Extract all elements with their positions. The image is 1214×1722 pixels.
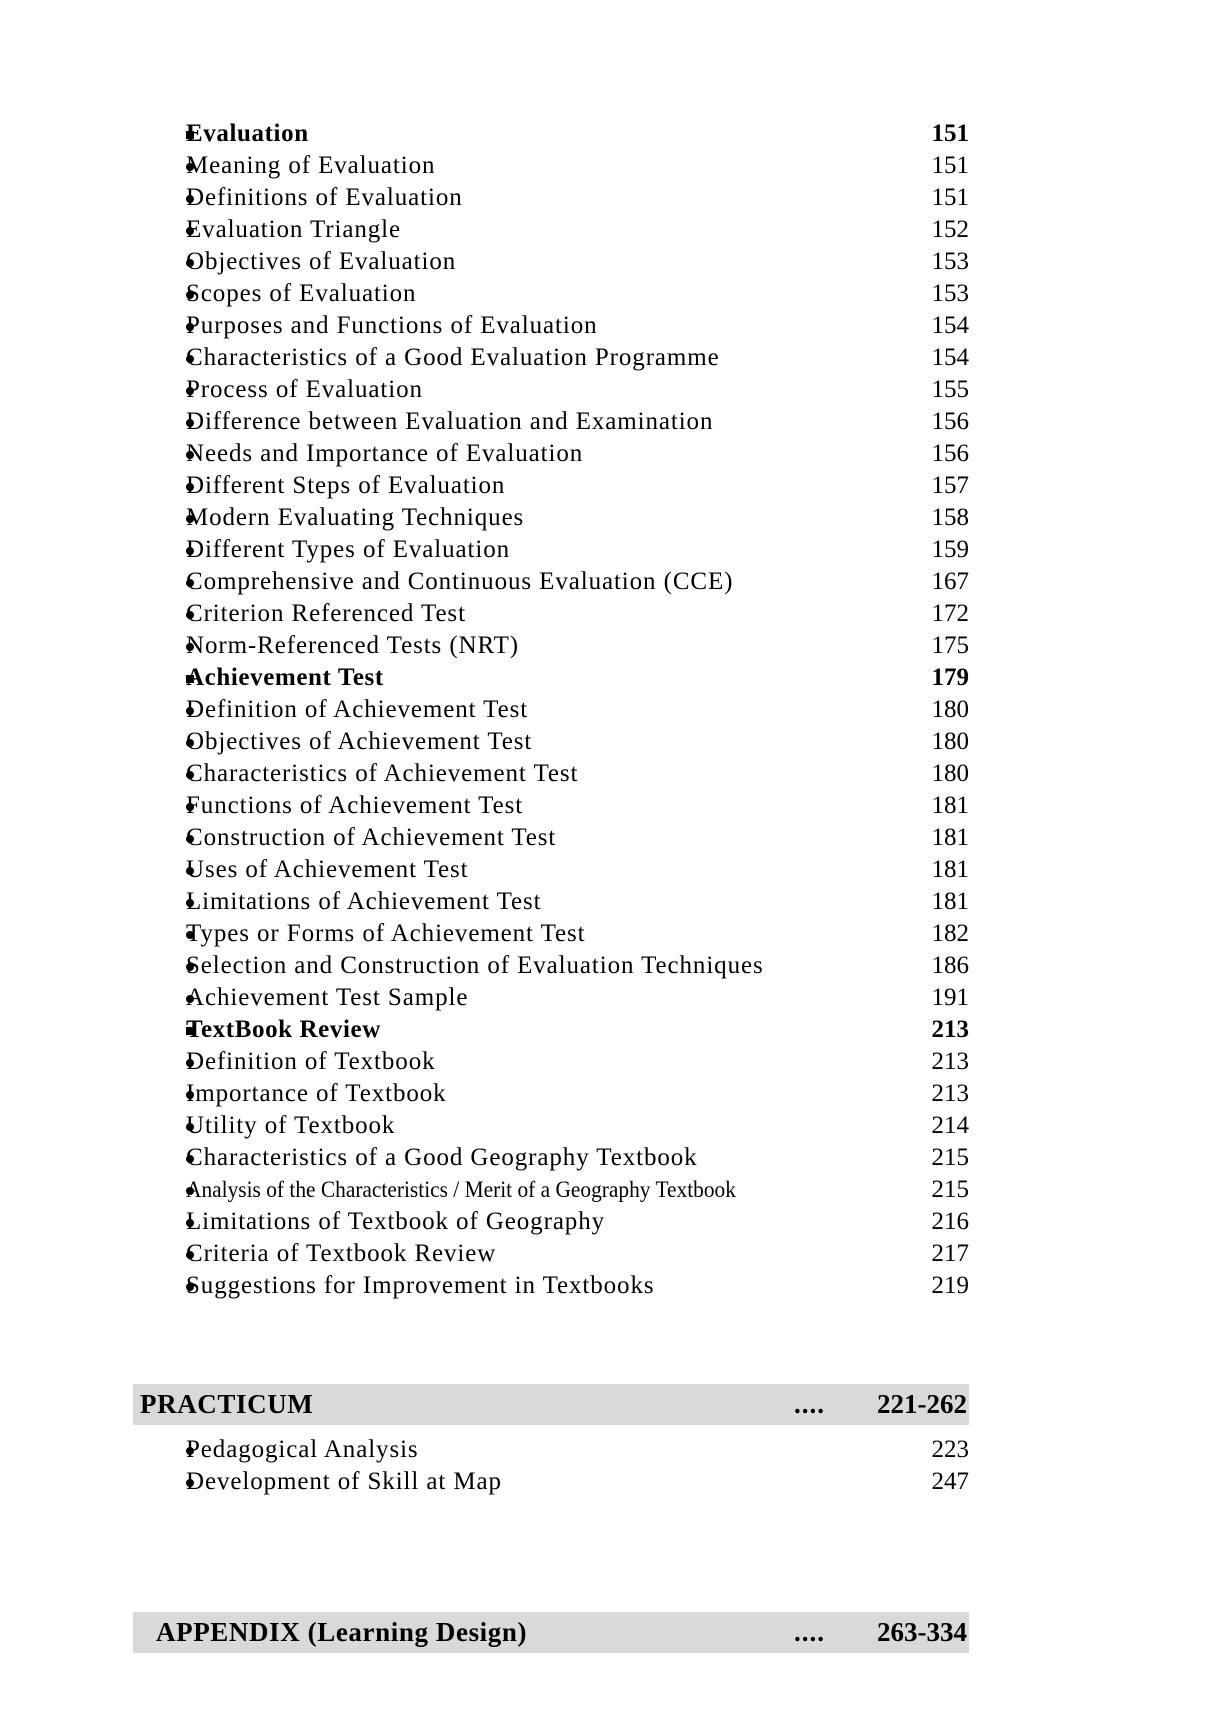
toc-heading-row[interactable] (139, 1014, 969, 1046)
toc-entry-label: Evaluation Triangle (186, 216, 402, 243)
toc-entry-page-number: 215 (931, 1144, 969, 1171)
dot-bullet-icon (139, 760, 186, 792)
toc-entry-page-number: 214 (931, 1112, 969, 1139)
toc-entry-row[interactable] (139, 1434, 969, 1466)
toc-entry-label: TextBook Review (186, 1016, 381, 1043)
dot-bullet-icon (139, 1080, 186, 1112)
toc-entry-row[interactable] (139, 150, 969, 182)
toc-entry-label: Characteristics of a Good Geography Textbook (186, 1144, 698, 1171)
toc-entry-page-number: 153 (931, 248, 969, 275)
toc-entry-page-number: 215 (931, 1176, 969, 1203)
toc-entry-page-number: 180 (931, 760, 969, 787)
toc-entry-page-number: 213 (931, 1080, 969, 1107)
practicum-banner-page-range: 221-262 (877, 1389, 967, 1419)
toc-entry-label: Achievement Test Sample (186, 984, 469, 1011)
appendix-banner (133, 1612, 969, 1653)
toc-entry-page-number: 217 (931, 1240, 969, 1267)
toc-entry-row[interactable] (139, 950, 969, 982)
toc-entry-label: Definition of Achievement Test (186, 696, 529, 723)
toc-entry-row[interactable] (139, 534, 969, 566)
dot-bullet-icon (139, 1112, 186, 1144)
toc-entry-label: Development of Skill at Map (186, 1468, 502, 1495)
toc-entry-row[interactable] (139, 278, 969, 310)
toc-entry-page-number: 216 (931, 1208, 969, 1235)
toc-entry-row[interactable] (139, 182, 969, 214)
toc-entry-page-number: 167 (931, 568, 969, 595)
dot-bullet-icon (139, 1208, 186, 1240)
toc-entry-row[interactable] (139, 1466, 969, 1498)
toc-entry-row[interactable] (139, 1110, 969, 1142)
dot-bullet-icon (139, 888, 186, 920)
toc-entry-page-number: 181 (931, 824, 969, 851)
toc-entry-label: Objectives of Achievement Test (186, 728, 533, 755)
toc-entry-page-number: 180 (931, 696, 969, 723)
appendix-banner-dots: .... (794, 1617, 825, 1647)
toc-heading-row[interactable] (139, 118, 969, 150)
toc-entry-label: Modern Evaluating Techniques (186, 504, 525, 531)
toc-entry-label: Process of Evaluation (186, 376, 423, 403)
toc-entry-label: Limitations of Achievement Test (186, 888, 542, 915)
toc-entry-label: Purposes and Functions of Evaluation (186, 312, 598, 339)
toc-entry-label: Construction of Achievement Test (186, 824, 557, 851)
toc-entry-label: Characteristics of a Good Evaluation Programme (186, 344, 720, 371)
dot-bullet-icon (139, 952, 186, 984)
toc-entry-label: Criterion Referenced Test (186, 600, 466, 627)
toc-entry-label: Types or Forms of Achievement Test (186, 920, 586, 947)
dot-bullet-icon (139, 568, 186, 600)
toc-entry-page-number: 191 (931, 984, 969, 1011)
toc-entry-page-number: 172 (931, 600, 969, 627)
dot-bullet-icon (139, 696, 186, 728)
toc-entry-label: Achievement Test (186, 664, 384, 691)
toc-entry-label: Suggestions for Improvement in Textbooks (186, 1272, 655, 1299)
toc-entry-row[interactable] (139, 1206, 969, 1238)
toc-entry-label: Pedagogical Analysis (186, 1436, 419, 1463)
dot-bullet-icon (139, 1176, 186, 1208)
practicum-entry-list (139, 1434, 969, 1498)
toc-entry-page-number: 155 (931, 376, 969, 403)
toc-entry-label: Evaluation (186, 120, 309, 147)
toc-entry-row[interactable] (139, 982, 969, 1014)
toc-entry-label: Importance of Textbook (186, 1080, 447, 1107)
toc-entry-row[interactable] (139, 1078, 969, 1110)
toc-entry-row[interactable] (139, 342, 969, 374)
toc-entry-label: Difference between Evaluation and Examination (186, 408, 714, 435)
toc-entry-row[interactable] (139, 1046, 969, 1078)
toc-entry-label: Analysis of the Characteristics / Merit of a Geography Textbook (186, 1177, 736, 1202)
toc-entry-page-number: 180 (931, 728, 969, 755)
toc-entry-page-number: 151 (931, 152, 969, 179)
toc-entry-list (139, 118, 969, 1302)
toc-entry-row[interactable] (139, 1238, 969, 1270)
dot-bullet-icon (139, 1468, 186, 1500)
dot-bullet-icon (139, 248, 186, 280)
toc-entry-label: Comprehensive and Continuous Evaluation (CCE) (186, 568, 734, 595)
toc-entry-row[interactable] (139, 1142, 969, 1174)
square-bullet-icon (139, 664, 186, 696)
practicum-banner-dots: .... (794, 1389, 825, 1419)
dot-bullet-icon (139, 1144, 186, 1176)
toc-entry-row[interactable] (139, 502, 969, 534)
toc-entry-row[interactable] (139, 470, 969, 502)
appendix-banner-title: APPENDIX (Learning Design) (156, 1617, 528, 1647)
dot-bullet-icon (139, 1048, 186, 1080)
toc-entry-page-number: 153 (931, 280, 969, 307)
dot-bullet-icon (139, 728, 186, 760)
practicum-banner-title: PRACTICUM (140, 1389, 314, 1419)
dot-bullet-icon (139, 600, 186, 632)
toc-entry-label: Utility of Textbook (186, 1112, 396, 1139)
dot-bullet-icon (139, 280, 186, 312)
toc-entry-page-number: 181 (931, 856, 969, 883)
toc-entry-page-number: 219 (931, 1272, 969, 1299)
toc-entry-row[interactable] (139, 1174, 969, 1206)
toc-heading-row[interactable] (139, 662, 969, 694)
dot-bullet-icon (139, 856, 186, 888)
toc-entry-row[interactable] (139, 758, 969, 790)
toc-entry-page-number: 186 (931, 952, 969, 979)
practicum-banner (133, 1384, 969, 1425)
dot-bullet-icon (139, 408, 186, 440)
toc-entry-row[interactable] (139, 406, 969, 438)
toc-entry-label: Uses of Achievement Test (186, 856, 469, 883)
toc-entry-row[interactable] (139, 598, 969, 630)
toc-entry-label: Selection and Construction of Evaluation Techniques (186, 952, 764, 979)
toc-entry-row[interactable] (139, 1270, 969, 1302)
toc-entry-page-number: 179 (931, 664, 969, 691)
toc-entry-page-number: 152 (931, 216, 969, 243)
toc-entry-row[interactable] (139, 566, 969, 598)
dot-bullet-icon (139, 792, 186, 824)
toc-entry-page-number: 247 (931, 1468, 969, 1495)
dot-bullet-icon (139, 472, 186, 504)
toc-entry-row[interactable] (139, 246, 969, 278)
toc-entry-page-number: 156 (931, 408, 969, 435)
toc-entry-page-number: 154 (931, 312, 969, 339)
toc-entry-page-number: 156 (931, 440, 969, 467)
toc-entry-label: Functions of Achievement Test (186, 792, 524, 819)
dot-bullet-icon (139, 920, 186, 952)
toc-entry-label: Definition of Textbook (186, 1048, 436, 1075)
toc-entry-page-number: 213 (931, 1048, 969, 1075)
toc-entry-row[interactable] (139, 822, 969, 854)
toc-entry-page-number: 157 (931, 472, 969, 499)
toc-entry-label: Criteria of Textbook Review (186, 1240, 497, 1267)
dot-bullet-icon (139, 632, 186, 664)
toc-entry-label: Definitions of Evaluation (186, 184, 463, 211)
toc-entry-label: Objectives of Evaluation (186, 248, 457, 275)
appendix-banner-page-range: 263-334 (877, 1617, 967, 1647)
toc-entry-row[interactable] (139, 726, 969, 758)
dot-bullet-icon (139, 216, 186, 248)
toc-entry-page-number: 151 (931, 184, 969, 211)
dot-bullet-icon (139, 824, 186, 856)
toc-entry-page-number: 182 (931, 920, 969, 947)
square-bullet-icon (139, 1016, 186, 1048)
toc-entry-row[interactable] (139, 694, 969, 726)
toc-entry-page-number: 181 (931, 792, 969, 819)
toc-entry-row[interactable] (139, 374, 969, 406)
dot-bullet-icon (139, 536, 186, 568)
square-bullet-icon (139, 120, 186, 152)
dot-bullet-icon (139, 1436, 186, 1468)
toc-entry-page-number: 158 (931, 504, 969, 531)
dot-bullet-icon (139, 1240, 186, 1272)
toc-entry-page-number: 175 (931, 632, 969, 659)
dot-bullet-icon (139, 312, 186, 344)
toc-entry-page-number: 223 (931, 1436, 969, 1463)
toc-entry-row[interactable] (139, 886, 969, 918)
toc-entry-row[interactable] (139, 438, 969, 470)
toc-entry-label: Norm-Referenced Tests (NRT) (186, 632, 519, 659)
toc-entry-label: Needs and Importance of Evaluation (186, 440, 584, 467)
toc-entry-label: Different Steps of Evaluation (186, 472, 506, 499)
dot-bullet-icon (139, 344, 186, 376)
toc-entry-page-number: 181 (931, 888, 969, 915)
toc-entry-page-number: 151 (931, 120, 969, 147)
toc-entry-label: Limitations of Textbook of Geography (186, 1208, 606, 1235)
toc-entry-page-number: 213 (931, 1016, 969, 1043)
dot-bullet-icon (139, 440, 186, 472)
toc-entry-page-number: 159 (931, 536, 969, 563)
toc-entry-row[interactable] (139, 918, 969, 950)
toc-entry-row[interactable] (139, 630, 969, 662)
toc-entry-label: Meaning of Evaluation (186, 152, 436, 179)
toc-entry-row[interactable] (139, 310, 969, 342)
toc-entry-row[interactable] (139, 214, 969, 246)
dot-bullet-icon (139, 376, 186, 408)
dot-bullet-icon (139, 504, 186, 536)
dot-bullet-icon (139, 152, 186, 184)
toc-entry-label: Different Types of Evaluation (186, 536, 511, 563)
toc-entry-label: Characteristics of Achievement Test (186, 760, 579, 787)
toc-entry-row[interactable] (139, 790, 969, 822)
toc-entry-row[interactable] (139, 854, 969, 886)
dot-bullet-icon (139, 984, 186, 1016)
dot-bullet-icon (139, 1272, 186, 1304)
toc-entry-page-number: 154 (931, 344, 969, 371)
toc-entry-label: Scopes of Evaluation (186, 280, 417, 307)
dot-bullet-icon (139, 184, 186, 216)
